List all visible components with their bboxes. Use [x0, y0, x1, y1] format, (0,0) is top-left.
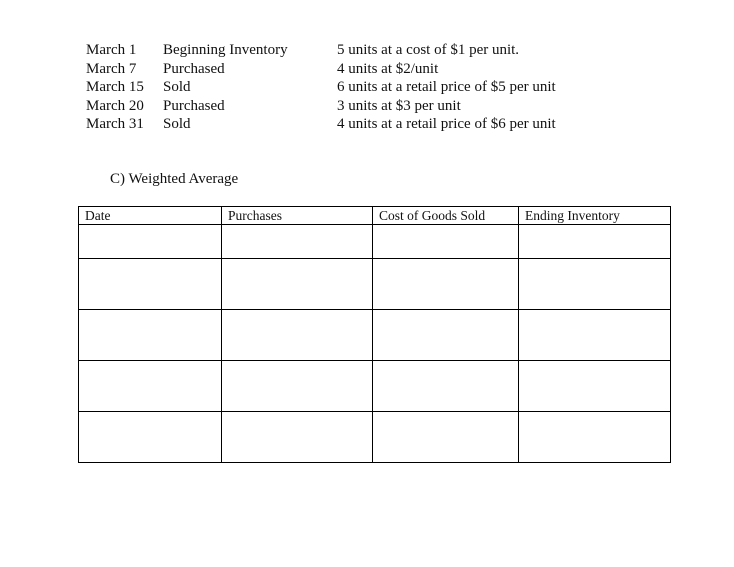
- table-cell[interactable]: [519, 361, 671, 412]
- transaction-action: Purchased: [163, 60, 225, 77]
- column-header-date: Date: [79, 207, 222, 225]
- table-cell[interactable]: [79, 259, 222, 310]
- transaction-action: Purchased: [163, 97, 225, 114]
- table-cell[interactable]: [373, 259, 519, 310]
- table-cell[interactable]: [222, 310, 373, 361]
- table-cell[interactable]: [79, 225, 222, 259]
- column-header-cost-of-goods-sold: Cost of Goods Sold: [373, 207, 519, 225]
- weighted-average-table: [78, 206, 671, 463]
- section-heading: C) Weighted Average: [110, 171, 239, 187]
- table-cell[interactable]: [222, 259, 373, 310]
- transaction-date: March 31: [86, 116, 144, 133]
- transaction-description: 4 units at a retail price of $6 per unit: [337, 116, 556, 133]
- transaction-date: March 20: [86, 97, 144, 114]
- transaction-action: Sold: [163, 116, 191, 133]
- column-header-ending-inventory: Ending Inventory: [519, 207, 671, 225]
- table-cell[interactable]: [79, 412, 222, 463]
- table-cell[interactable]: [519, 412, 671, 463]
- transaction-description: 4 units at $2/unit: [337, 60, 439, 77]
- transaction-description: 6 units at a retail price of $5 per unit: [337, 79, 556, 96]
- transaction-action: Sold: [163, 79, 191, 96]
- table-header-row: [79, 207, 671, 225]
- table-row: [79, 225, 671, 259]
- table-row: [79, 310, 671, 361]
- table-cell[interactable]: [222, 361, 373, 412]
- table-row: [79, 259, 671, 310]
- transaction-date: March 1: [86, 42, 137, 58]
- table-cell[interactable]: [222, 412, 373, 463]
- table-cell[interactable]: [79, 361, 222, 412]
- transaction-date: March 7: [86, 60, 137, 77]
- transaction-action: Beginning Inventory: [163, 42, 288, 58]
- table-row: [79, 361, 671, 412]
- table-cell[interactable]: [222, 225, 373, 259]
- transaction-date: March 15: [86, 79, 144, 96]
- column-header-purchases: Purchases: [222, 207, 373, 225]
- table-cell[interactable]: [519, 310, 671, 361]
- table-cell[interactable]: [79, 310, 222, 361]
- table-cell[interactable]: [373, 225, 519, 259]
- transaction-description: 5 units at a cost of $1 per unit.: [337, 42, 520, 58]
- table-cell[interactable]: [519, 259, 671, 310]
- table-cell[interactable]: [519, 225, 671, 259]
- table-cell[interactable]: [373, 361, 519, 412]
- table-cell[interactable]: [373, 310, 519, 361]
- table-cell[interactable]: [373, 412, 519, 463]
- table-row: [79, 412, 671, 463]
- transaction-description: 3 units at $3 per unit: [337, 97, 461, 114]
